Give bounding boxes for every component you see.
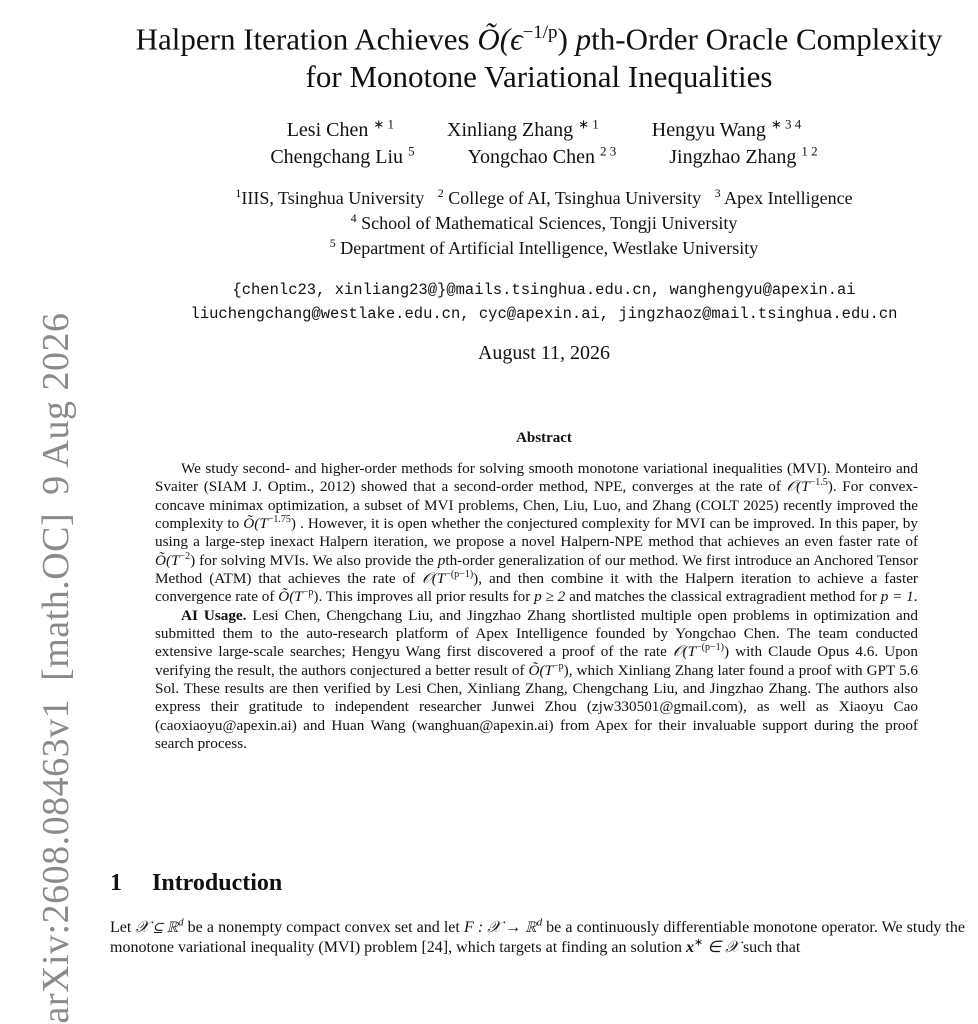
author-emails-line-1: {chenlc23, xinliang23@}@mails.tsinghua.edu.cn, wanghengyu@apexin.ai [232, 281, 856, 299]
title-line-2: for Monotone Variational Inequalities [305, 59, 773, 95]
abstract-paragraph-ai-usage: AI Usage. Lesi Chen, Chengchang Liu, and Jingzhao Zhang shortlisted multiple open problems in optimization and submitted them to the auto-research platform of Apex Intelligence founded by Yongchao Chen. The team conducted extensive large-scale searches; Hengyu Wang first discovered a proof of the rate $𝒪(T^{-(p-1)})$ with Claude Opus 4.6. Upon verifying the result, the authors conjectured a better result of $Õ(T^{-p})$, which Xinliang Zhang later found a proof with GPT 5.6 Sol. These results are then verified by Lesi Chen, Xinliang Zhang, Chengchang Liu, and Jingzhao Zhang. The authors also express their gratitude to independent researcher Junwei Zhou (zjw330501@gmail.com), as well as Xiaoyu Cao (caoxiaoyu@apexin.ai) and Huan Wang (wanghuan@apexin.ai) from Apex for their invaluable support during the proof search process. [155, 606, 918, 753]
abstract-body [155, 460, 918, 754]
arxiv-identifier-stamp [34, 312, 78, 1023]
author: Xinliang Zhang $^{∗ 1}$ [447, 116, 599, 141]
author: Lesi Chen $^{∗ 1}$ [286, 116, 395, 141]
section-title: Introduction [152, 870, 283, 896]
abstract-heading: Abstract [516, 430, 572, 446]
abstract-paragraph-1: We study second- and higher-order methods for solving smooth monotone variational inequalities (MVI). Monteiro and Svaiter (SIAM J. Optim., 2012) showed that a second-order method, NPE, converges at the rate of $𝒪(T^{-1.5})$. For convex-concave minimax optimization, a subset of MVI problems, Chen, Liu, Luo, and Zhang (COLT 2025) recently improved the complexity to $Õ(T^{-1.75})$ . However, it is open whether the conjectured complexity for MVI can be improved. In this paper, by using a large-step inexact Halpern iteration, we propose a novel Halpern-NPE method that achieves an even faster rate of $Õ(T^{-2})$ for solving MVIs. We also provide the pth-order generalization of our method. We first introduce an Anchored Tensor Method (ATM) that achieves the rate of $𝒪(T^{-(p-1)})$, and then combine it with the Halpern iteration to achieve a faster convergence rate of $Õ(T^{-p})$. This improves all prior results for p ≥ 2 and matches the classical extragradient method for p = 1. [155, 460, 919, 606]
title-line-1: Halpern Iteration Achieves $Õ(\epsilon^{-1/p})$ pth-Order Oracle Complexity [135, 21, 943, 57]
arxiv-date: 9 Aug 2026 [35, 312, 77, 495]
section-number: 1 [110, 870, 122, 896]
author-emails-line-2: liuchengchang@westlake.edu.cn, cyc@apexin.ai, jingzhaoz@mail.tsinghua.edu.cn [190, 305, 898, 323]
authors-row-1 [110, 116, 978, 142]
paper-title [100, 14, 978, 96]
author: Chengchang Liu $^5$ [270, 143, 415, 168]
authors-row-2 [110, 143, 978, 169]
arxiv-category: [math.OC] [35, 512, 77, 681]
affiliations-line-3: $^5$ Department of Artificial Intelligence, Westlake University [329, 236, 759, 258]
affiliations-line-2: $^4$ School of Mathematical Sciences, Tongji University [350, 211, 738, 233]
publication-date: August 11, 2026 [477, 342, 611, 364]
author: Yongchao Chen $^{2 3}$ [467, 143, 617, 168]
affiliations-line-1: $^1$IIIS, Tsinghua University $^2$ College of AI, Tsinghua University $^3$ Apex Intelligence [235, 186, 853, 208]
arxiv-id: arXiv:2608.08463v1 [35, 698, 77, 1024]
author: Jingzhao Zhang $^{1 2}$ [669, 143, 818, 168]
author: Hengyu Wang $^{∗ 3 4}$ [651, 116, 802, 141]
section-heading-introduction [110, 870, 282, 897]
introduction-paragraph: Let 𝒳 ⊆ ℝ$^d$ be a nonempty compact convex set and let F : 𝒳 → ℝ$^d$ be a continuously differentiable monotone operator. We study the monotone variational inequality (MVI) problem [24], which targets at finding an solution x∗ ∈ 𝒳 such that [110, 916, 965, 956]
